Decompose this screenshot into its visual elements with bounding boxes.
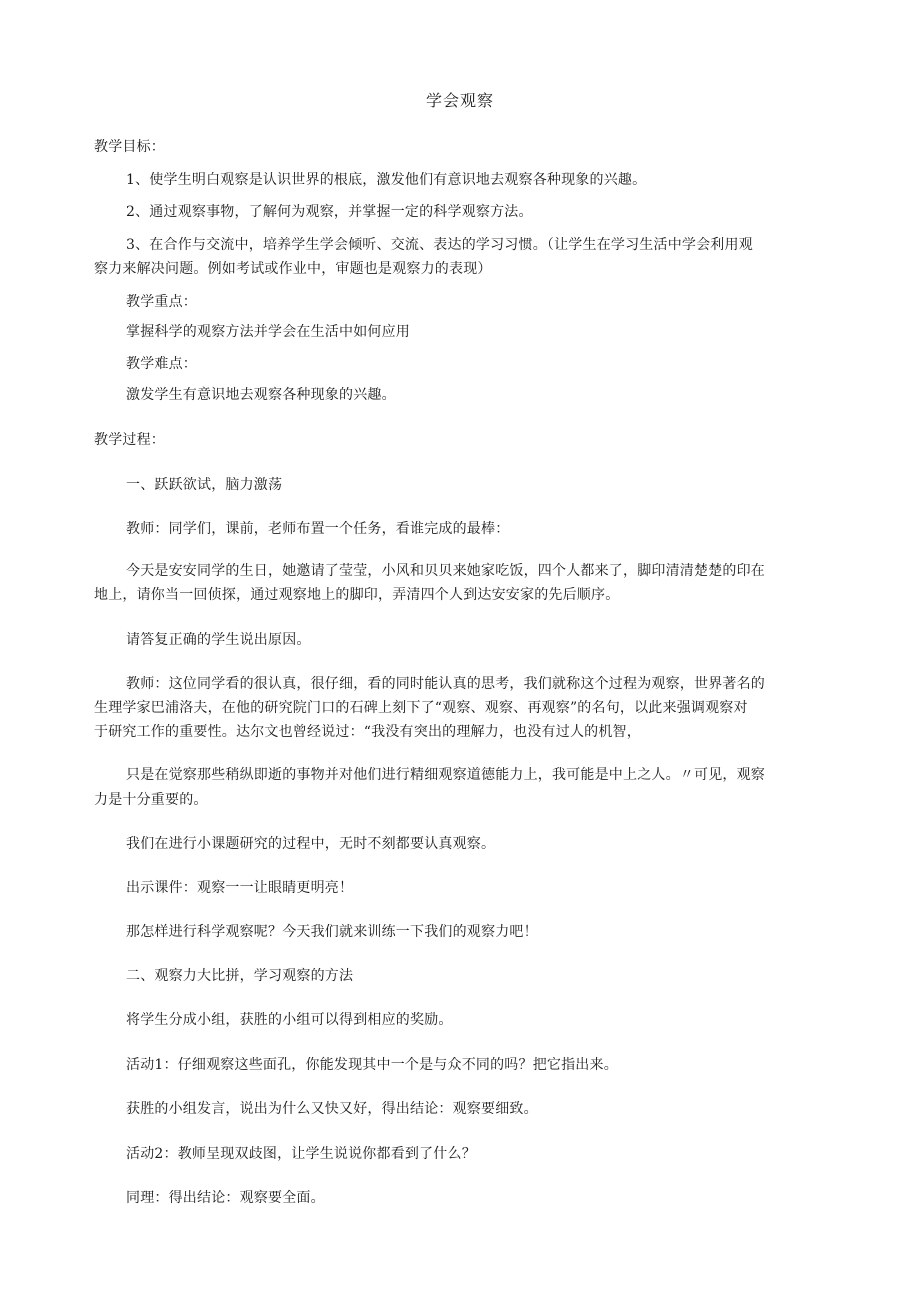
key-points-heading: 教学重点： bbox=[126, 294, 197, 310]
story-line-2: 地上，请你当一回侦探，通过观察地上的脚印，弄清四个人到达安安家的先后顺序。 bbox=[94, 587, 620, 603]
activity-1-paragraph: 活动1：仔细观察这些面孔，你能发现其中一个是与众不同的吗？把它指出来。 bbox=[126, 1057, 618, 1073]
teacher-paragraph-2-line-3: 于研究工作的重要性。达尔文也曾经说过：“我没有突出的理解力，也没有过人的机智， bbox=[94, 724, 641, 740]
how-paragraph: 那怎样进行科学观察呢？今天我们就来训练一下我们的观察力吧！ bbox=[126, 924, 538, 940]
research-paragraph: 我们在进行小课题研究的过程中，无时不刻都要认真观察。 bbox=[126, 836, 496, 852]
activity-2-paragraph: 活动2：教师呈现双歧图，让学生说说你都看到了什么？ bbox=[126, 1146, 476, 1162]
conclusion-2-paragraph: 同理：得出结论：观察要全面。 bbox=[126, 1190, 325, 1206]
goal-1: 1、使学生明白观察是认识世界的根底，激发他们有意识地去观察各种现象的兴趣。 bbox=[126, 172, 647, 188]
difficulty-heading: 教学难点： bbox=[126, 356, 197, 372]
difficulty-text: 激发学生有意识地去观察各种现象的兴趣。 bbox=[126, 387, 396, 403]
section-2-heading: 二、观察力大比拼，学习观察的方法 bbox=[126, 968, 354, 984]
key-points-text: 掌握科学的观察方法并学会在生活中如何应用 bbox=[126, 324, 410, 340]
document-title: 学会观察 bbox=[425, 91, 494, 110]
conclusion-1-paragraph: 获胜的小组发言，说出为什么又快又好，得出结论：观察要细致。 bbox=[126, 1101, 538, 1117]
teacher-paragraph-1: 教师：同学们，课前，老师布置一个任务，看谁完成的最棒： bbox=[126, 521, 510, 537]
quote-line-1: 只是在觉察那些稍纵即逝的事物并对他们进行精细观察道德能力上，我可能是中上之人。〃可见，观察 bbox=[126, 767, 765, 783]
teacher-paragraph-2-line-2: 生理学家巴浦洛夫，在他的研究院门口的石碑上刻下了“观察、观察、再观察”的名句，以此来强调观察对 bbox=[94, 700, 748, 716]
quote-line-2: 力是十分重要的。 bbox=[94, 792, 208, 808]
process-heading: 教学过程： bbox=[94, 432, 165, 448]
goals-heading: 教学目标： bbox=[94, 139, 165, 155]
goal-2: 2、通过观察事物，了解何为观察，并掌握一定的科学观察方法。 bbox=[126, 204, 533, 220]
section-1-heading: 一、跃跃欲试，脑力激荡 bbox=[126, 477, 283, 493]
story-line-1: 今天是安安同学的生日，她邀请了莹莹，小风和贝贝来她家吃饭，四个人都来了，脚印清清楚楚的印在 bbox=[126, 563, 765, 579]
answer-paragraph: 请答复正确的学生说出原因。 bbox=[126, 632, 311, 648]
groups-paragraph: 将学生分成小组，获胜的小组可以得到相应的奖励。 bbox=[126, 1012, 453, 1028]
goal-3-line-1: 3、在合作与交流中，培养学生学会倾听、交流、表达的学习习惯。（让学生在学习生活中学会利用观 bbox=[126, 237, 753, 253]
goal-3-line-2: 察力来解决问题。例如考试或作业中，审题也是观察力的表现） bbox=[94, 261, 492, 277]
courseware-paragraph: 出示课件：观察一一让眼睛更明亮！ bbox=[126, 880, 354, 896]
teacher-paragraph-2-line-1: 教师：这位同学看的很认真，很仔细，看的同时能认真的思考，我们就称这个过程为观察，世界著名的 bbox=[126, 676, 765, 692]
